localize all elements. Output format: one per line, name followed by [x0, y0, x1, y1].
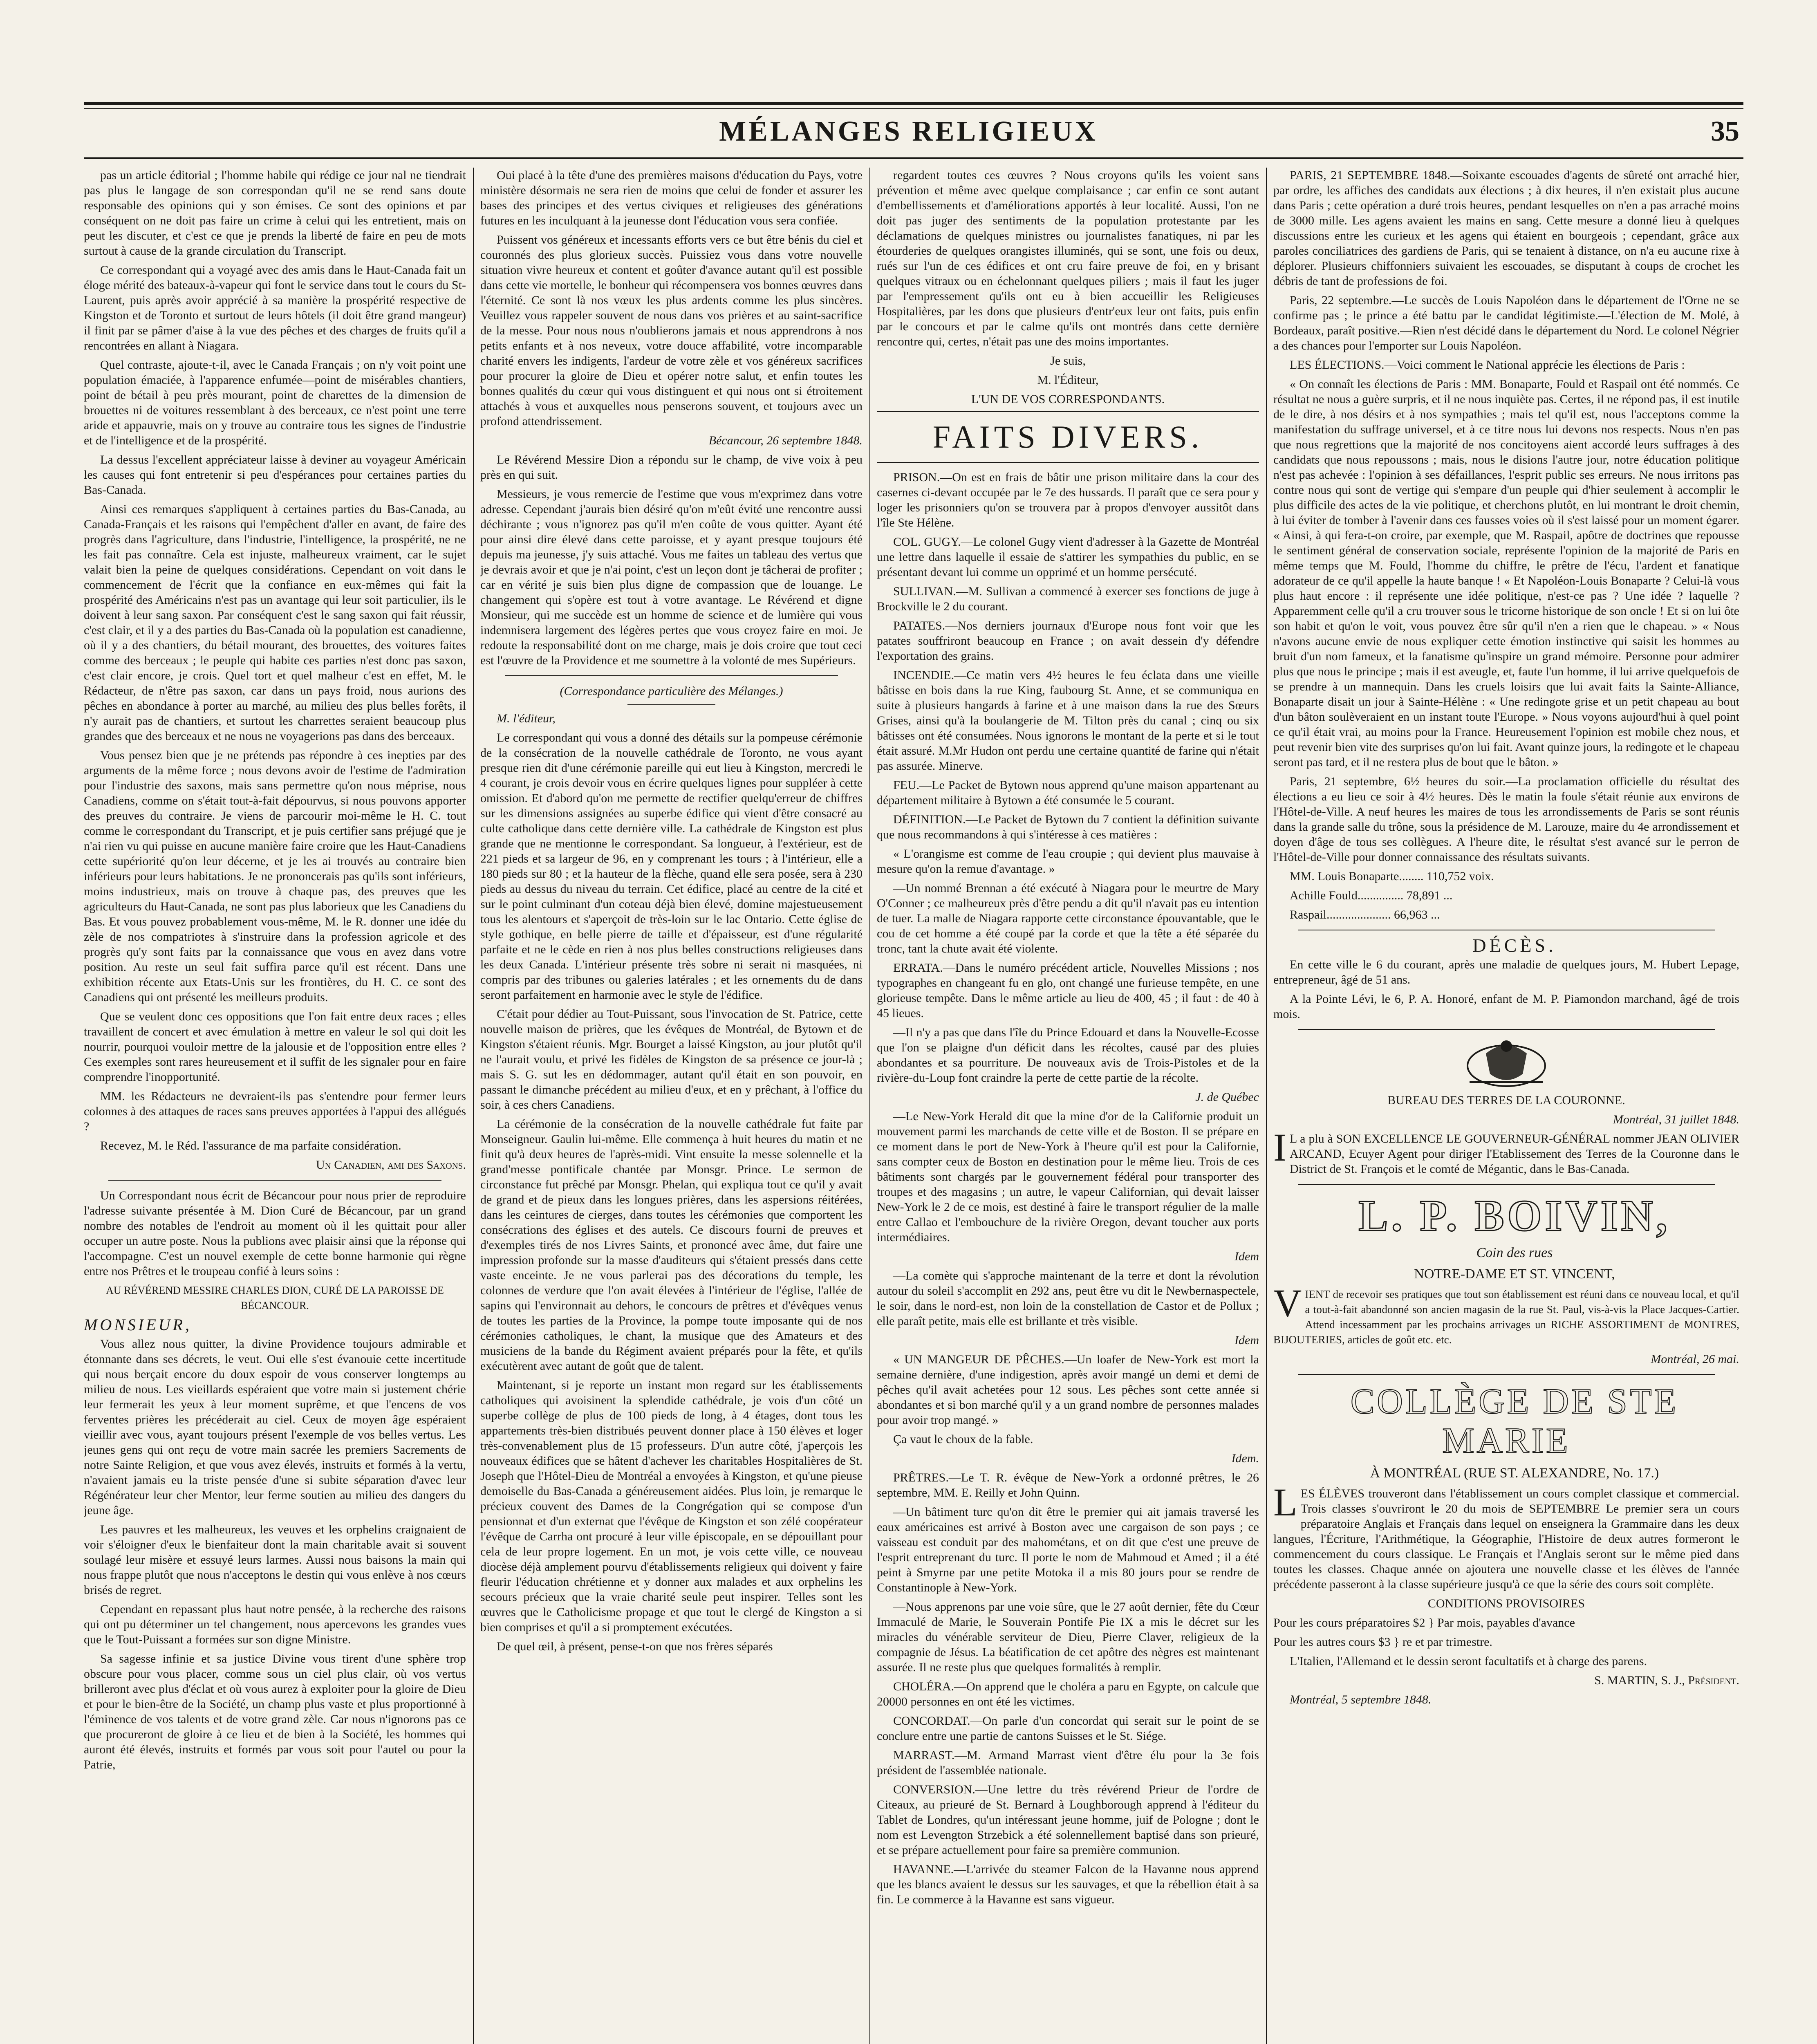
- letter-closing: M. l'Éditeur,: [1037, 373, 1099, 387]
- news-item: MARRAST.—M. Armand Marrast vient d'être élu pour la 3e fois président de l'assemblée nationale.: [877, 1748, 1259, 1777]
- article-paragraph: La cérémonie de la consécration de la nouvelle cathédrale fut faite par Monseigneur. Gaulin lui-même. Elle commença à huit heures du matin et ne finit qu'à deux heures de l'après-midi. Vint ensuite la messe solennelle et la grand'messe pontificale chantée par Monsgr. Prince. Le sermon de circonstance fut prêché par Monsgr. Phelan, qui expliqua tout ce qu'il y avait de grand et de pieux dans les longues prières, dans les aspersions réitérées, dans les ceintures de cierges, dans toutes les cérémonies que comportent les consécrations des églises et des autels. Ce discours fourni de preuves et d'exemples tirés de nos Livres Saints, et prononcé avec âme, dut faire une impression profonde sur la masse d'auditeurs qui s'étaient pressés dans cette vaste enceinte. Je ne vous parlerai pas des décorations du temple, les colonnes de verdure que l'on avait élevées à l'intérieur de l'église, l'allée de sapins qui l'environnait au dehors, le concours de prêtres et d'évêques venus de toutes les parties de la Province, la pompe toute imposante qui de nos cérémonies catholiques, le chant, la musique que des Amateurs et des musiciens de la bande du Régiment avaient préparés pour la fête, et qu'ils exécutèrent avec autant de goût que de talent.: [480, 1117, 863, 1373]
- article-paragraph: De quel œil, à présent, pense-t-on que nos frères séparés: [497, 1640, 773, 1653]
- column-divider: [1266, 168, 1267, 2044]
- short-separator: [627, 704, 715, 705]
- article-paragraph: Cependant en repassant plus haut notre pensée, à la recherche des raisons qui ont pu déterminer un tel changement, nous apercevons les grandes vues que le Tout-Puissant a formées sur son digne Ministre.: [84, 1602, 466, 1646]
- faits-divers-banner: [877, 411, 1259, 463]
- conditions-row: Pour les cours préparatoires $2 } Par mois, payables d'avance: [1273, 1616, 1575, 1629]
- news-item: PARIS, 21 SEPTEMBRE 1848.—Soixante escouades d'agents de sûreté ont arraché hier, par ordre, les affiches des candidats aux élections ; à dix heures, il n'en existait plus aucune dans Paris ; cette opération a duré trois heures, pendant lesquelles on n'en a pas arraché moins de 3000 mille. Les agens avaient les mains en sang. Cette mesure a donné lieu à quelques discussions entre les curieux et les agens qui étaient en bourgeois ; cependant, grâce aux paroles conciliatrices des gardiens de Paris, qui se tenaient à distance, on n'a eu aucune rixe à déplorer. Plusieurs chiffonniers suivaient les escouades, se disputant à coups de crochet les débris de tant de professions de foi.: [1273, 168, 1739, 288]
- dateline: Montréal, 5 septembre 1848.: [1290, 1693, 1432, 1706]
- article-paragraph: Un Correspondant nous écrit de Bécancour pour nous prier de reproduire l'adresse suivante présentée à M. Dion Curé de Bécancour, par un grand nombre des notables de l'endroit au moment où il les quittait pour aller occuper un autre poste. Nous la publions avec plaisir ainsi que la réponse qui l'accompagne. C'est un nouvel exemple de cette bonne harmonie qui règne entre nos Prêtres et le troupeau confié à leurs soins :: [84, 1189, 466, 1278]
- article-paragraph: Maintenant, si je reporte un instant mon regard sur les établissements catholiques qui avoisinent la splendide cathédrale, je vois d'un côté un superbe collège de plus de 100 pieds de long, à 4 étages, dont tous les appartements très-bien distribués peuvent donner place à 150 élèves et loger très-convenablement plus de 15 professeurs. D'un autre côté, j'aperçois les nouveaux édifices que se hâtent d'achever les charitables Hospitalières de St. Joseph que l'Hôtel-Dieu de Montréal a envoyées à Kingston, et qu'une pieuse demoiselle du Bas-Canada a généreusement aidées. Plus loin, je remarque le précieux couvent des Dames de la Congrégation qui se compose d'un pensionnat et d'un externat que l'évêque de Kingston et son zélé coopérateur l'évêque de Carrha ont procuré à leur ville épiscopale, en se dépouillant pour cela de leur propre logement. En un mot, je vois cette ville, ce nouveau diocèse déjà amplement pourvu d'établissements religieux qui doivent y faire fleurir l'éducation chrétienne et y donner aux malades et aux orphelins les secours précieux que la vraie charité seule peut inspirer. Telles sont les œuvres que le Catholicisme propage et que tout le clergé de Kingston a si bien comprises et qu'il a si promptement exécutées.: [480, 1378, 863, 1634]
- conditions-row: Pour les autres cours $3 } re et par trimestre.: [1273, 1635, 1492, 1649]
- news-item: INCENDIE.—Ce matin vers 4½ heures le feu éclata dans une vieille bâtisse en bois dans la rue King, faubourg St. Anne, et se communiqua en suite à plusieurs hangards à farine et à une maison dans la rue des Sœurs Grises, ainsi qu'à la boulangerie de M. Tilton près du canal ; cinq ou six bâtisses ont été consumées. Nous ignorons le montant de la perte et si le tout était assuré. M.Mr Hudon ont perdu une certaine quantité de farine qui n'était pas assurée. Minerve.: [877, 668, 1259, 773]
- election-result-row: Achille Fould............... 78,891 ...: [1290, 889, 1453, 902]
- article-paragraph: MM. les Rédacteurs ne devraient-ils pas s'entendre pour fermer leurs colonnes à des attaques de races sans preuves apportées à l'appui des allégués ?: [84, 1089, 466, 1133]
- article-paragraph: Le Révérend Messire Dion a répondu sur le champ, de vive voix à peu près en qui suit.: [480, 453, 863, 482]
- news-item: « On connaît les élections de Paris : MM. Bonaparte, Fould et Raspail ont été nommés. Ce résultat ne nous a guère surpris, et il ne nous inquiète pas. Certes, il ne répond pas, il est inutile de le dire, à nos désirs et à nos sympathies ; mais tel qu'il est, nous l'acceptons comme la manifestation du suffrage universel, et à ce titre nous lui devons nos respects. Nous n'en pas que nous regrettions que la majorité de nos concitoyens aient accordé leurs suffrages à des candidats que nous repoussons ; mais, nous le disions l'autre jour, notre éducation politique n'est pas achevée : l'opinion à ses défaillances, l'esprit public ses erreurs. Ne nous irritons pas contre nous qui sont de vertige qui s'empare d'un peuple qui d'hier seulement à accomplir le plus difficile des actes de la vie politique, et cherchons plutôt, en lui montrant le droit chemin, à lui éviter de tomber à l'avenir dans ces fausses voies où il s'est laissé pour un moment égarer. « Ainsi, à qui fera-t-on croire, par exemple, que M. Raspail, apôtre de doctrines que repousse le sentiment général de conservation sociale, représente l'opinion de la majorité de Paris en même temps que M. Fould, l'homme du chiffre, le prêtre de l'écu, l'ardent et fanatique adorateur de ce qu'il appelle la haute banque ! « Et Napoléon-Louis Bonaparte ? Celui-là vous plus haut encore : il représente une idée politique, n'est-ce pas ? Une idée ? laquelle ? Apparemment celle qu'il a cru trouver sous le tricorne historique de son oncle ! Et si on lui ôte son habit et qu'on le voit, vous pouvez être sûr qu'il n'en a rien que le chapeau. » « Nous n'avons aucune envie de nous expliquer cette émotion instinctive qui saisit les hommes au bruit d'un nom fameux, et la fanatisme qu'inspire un grand mémoire. Personne pour admirer plus que nous le principe ; mais il est aveugle, et, faute l'un homme, il lui arrive quelquefois de se prendre à un mannequin. Dans les cruels loisirs que lui avait faits la Sainte-Alliance, Bonaparte disait un jour à Sainte-Hélène : « Une redingote grise et un petit chapeau au bout d'un bâton soulèveraient en un instant toute l'Europe. » Nous voyons aujourd'hui à quel point ce qu'il était vrai, au moins pour la France. Heureusement l'opinion est mobile chez nous, et peut revenir bien vite des surprises qu'on lui fait. Avant quinze jours, la redingote et le chapeau seront pas tard, et il ne restera plus de bout que le bâton. »: [1273, 377, 1739, 769]
- dateline: Montréal, 31 juillet 1848.: [1613, 1113, 1739, 1126]
- news-item: —Le New-York Herald dit que la mine d'or de la Californie produit un mouvement parmi les marchands de cette ville et de Boston. Il se prépare en ce moment dans le port de New-York à l'heure qu'il est pour la Californie, sans compter ceux de Boston en destination pour le même lieu. Trois de ces bâtiments sont chargés par le gouvernement fédéral pour transporter des troupes et des magasins ; un autre, le vapeur Californian, qui devait laisser New-York le 2 de ce mois, est destiné à faire le transport régulier de la malle entre Callao et l'embouchure de la rivière Oregon, devant toucher aux ports intermédiaires.: [877, 1109, 1259, 1244]
- letter-signature: L'UN DE VOS CORRESPONDANTS.: [971, 392, 1165, 406]
- dateline: Montréal, 26 mai.: [1651, 1352, 1739, 1366]
- article-paragraph: Vous allez nous quitter, la divine Providence toujours admirable et étonnante dans ses décrets, le veut. Oui elle s'est évanouie cette incertitude qui nous berçait encore du doux espoir de vous conserver longtemps au milieu de nous. Les vieillards espéraient que votre main si justement chérie leur fermerait les yeux à leur moment suprême, et que l'encens de vos ferventes prières les précéderait au ciel. Ceux de moyen âge espéraient vieillir avec vous, ayant toujours présent l'exemple de vos belles vertus. Les jeunes gens qui ont reçu de votre main sacrée les premiers Sacrements de notre Sainte Religion, et que vous avez élevés, instruits et formés à la vertu, n'avaient jamais eu la triste pensée d'une si subite séparation d'avec leur Régénérateur leur cher Mentor, leur ferme soutien au milieu des dangers du jeune âge.: [84, 1337, 466, 1517]
- section-separator: [1298, 1374, 1715, 1375]
- salutation: M. l'éditeur,: [497, 712, 556, 725]
- article-paragraph: Ainsi ces remarques s'appliquent à certaines parties du Bas-Canada, au Canada-Français et les raisons qui l'empêchent d'aller en avant, de faire des progrès dans l'agriculture, dans l'industrie, l'intelligence, la prospérité, ne ne les fait pas connaître. Cela est injuste, malheureux vraiment, car le sujet valait bien la peine de quelques considérations. Cependant on voit dans le commencement de l'écrit que la confiance en eux-mêmes qui fait la prospérité des Américains n'est pas un avantage qui leur soit particulier, ils le doivent à leur sang saxon. Par conséquent c'est le sang saxon qui fait réussir, c'est clair, et il y a des parties du Bas-Canada où la population est canadienne, où il y a des chantiers, du bétail mourant, des brouettes, des voitures faites comme des berceaux ; le peuple qui habite ces parties n'est donc pas saxon, c'est clair encore, je crois. Quel tort et quel malheur c'est en effet, M. le Rédacteur, de n'être pas saxon, car dans un pays froid, nous aurions des pêches en abondance à porter au marché, au milieu des plus belles forêts, il n'y aurait pas de chantiers, et surtout les charrettes seraient beaucoup plus grandes que des berceaux et ne nous ne voyagerions pas dans des berceaux.: [84, 502, 466, 743]
- correspondence-heading: (Correspondance particulière des Mélanges.): [560, 684, 783, 698]
- royal-arms-icon: [1461, 1037, 1551, 1090]
- article-paragraph: Vous pensez bien que je ne prétends pas répondre à ces inepties par des arguments de la même force ; nous devons avoir de l'estime de l'admiration pour l'industrie des saxons, mais sans permettre qu'on nous méprise, nous Canadiens, comme on s'était tout-à-fait dépourvus, si nous pouvons apporter des preuves du contraire. Je viens de parcourir moi-même le H. C. tout comme le correspondant du Transcript, et je puis certifier sans préjugé que je n'ai rien vu qui puisse en aucune manière faire croire que les Haut-Canadiens cette supériorité qu'on leur décerne, et je les ai trouvés au contraire bien inférieurs pour leurs habitations. Je ne prononcerais pas qu'ils sont inférieurs, moins industrieux, mais on trouve à chaque pas, des preuves que les agriculteurs du Haut-Canada, ne sont pas plus laborieux que les Canadiens du Bas. Et vous pouvez probablement vous-même, M. le R. donner une idée du zèle de nos compatriotes à s'instruire dans la profession agricole et des progrès qu'y sont faits par la connaissance que vous en avez dans votre position. Au reste un seul fait suffira parce qu'il est récent. Dans une exhibition récente aux Etats-Unis sur les frontières, du H. C. ce sont des Canadiens qui ont présenté les meilleurs produits.: [84, 749, 466, 1004]
- news-source: Idem.: [1231, 1452, 1259, 1465]
- column-divider: [869, 168, 870, 2044]
- address-heading: AU RÉVÉREND MESSIRE CHARLES DION, CURÉ DE LA PAROISSE DE BÉCANCOUR.: [106, 1284, 444, 1311]
- article-paragraph: Les pauvres et les malheureux, les veuves et les orphelins craignaient de voir s'éloigner d'eux le bienfaiteur dont la main charitable avait si souvent soulagé leur misère et essuyé leurs larmes. Aussi nous baisons la main qui nous frappe plutôt que nous n'acceptons le destin qui vous enlève à nos cœurs brisés de regret.: [84, 1523, 466, 1597]
- news-item: —Il n'y a pas que dans l'île du Prince Edouard et dans la Nouvelle-Ecosse que l'on se plaigne d'un déficit dans les récoltes, causé par des pluies abondantes et sa pourriture. De nouveaux avis de Trois-Pistoles et de la rivière-du-Loup font craindre la perte de cette partie de la récolte.: [877, 1026, 1259, 1085]
- news-item: CONCORDAT.—On parle d'un concordat qui serait sur le point de se conclure entre une partie de cantons Suisses et le St. Siége.: [877, 1714, 1259, 1743]
- faits-divers-title: FAITS DIVERS.: [932, 419, 1203, 455]
- section-separator: [1298, 1029, 1715, 1030]
- news-item: ERRATA.—Dans le numéro précédent article, Nouvelles Missions ; nos typographes en changeant fu en glo, ont changé une furieuse tempête, en une glorieuse tempête. Dans le même article au lieu de 400, 45 ; il faut : de 40 à 45 lieues.: [877, 961, 1259, 1020]
- college-ad-signature: S. MARTIN, S. J., Président.: [1594, 1674, 1739, 1687]
- deces-title: DÉCÈS.: [1472, 935, 1557, 956]
- news-source: Idem: [1234, 1334, 1259, 1347]
- article-paragraph: Ce correspondant qui a voyagé avec des amis dans le Haut-Canada fait un éloge mérité des bateaux-à-vapeur qui font le service dans tout le cours du St-Laurent, puis après avoir apprécié à sa manière la prospérité respective de Kingston et de Toronto et surtout de leurs hôtels (il doit être grand mangeur) il finit par se pâmer d'aise à la vue des pêches et des charges de fruits qu'il a rencontrées en allant à Niagara.: [84, 263, 466, 352]
- news-item: —Un bâtiment turc qu'on dit être le premier qui ait jamais traversé les eaux américaines est arrivé à Boston avec une cargaison de son pays ; ce vaisseau est conduit par des mahométans, et on dit que c'est une preuve de l'esprit entreprenant du turc. Il porte le nom de Mahmoud et Amed ; il a été peint à Smyrne par une petite Motoka il a mis 80 jours pour se rendre de Constantinople à New-York.: [877, 1505, 1259, 1594]
- notice-item: IL a plu à SON EXCELLENCE LE GOUVERNEUR-GÉNÉRAL nommer JEAN OLIVIER ARCAND, Ecuyer Agent pour diriger l'Etablissement des Terres de la Couronne dans le District de St. François et le comté de Mégantic, dans le Bas-Canada.: [1273, 1125, 1739, 1176]
- conditions-title: CONDITIONS PROVISOIRES: [1427, 1597, 1585, 1610]
- news-item: FEU.—Le Packet de Bytown nous apprend qu'une maison appartenant au département militaire à Bytown a été consumée le 5 courant.: [877, 778, 1259, 807]
- boivin-ad-name: L. P. BOIVIN,: [1358, 1192, 1671, 1240]
- section-separator: [1298, 1184, 1715, 1185]
- article-paragraph: Sa sagesse infinie et sa justice Divine vous tirent d'une sphère trop obscure pour vous placer, comme sous un ciel plus clair, où vos vertus brilleront avec plus d'éclat et où vous aurez à exploiter pour la gloire de Dieu et pour le bien-être de la Société, un champ plus vaste et plus proportionné à l'éminence de vos talents et de votre grand zèle. Car nous n'ignorons pas ce que procureront de gloire à ce lieu et de bien à la Société, les hommes qui auront été élevés, instruits et formés par vous soit pour l'autel ou pour la Patrie,: [84, 1652, 466, 1771]
- boivin-ad-text: VIENT de recevoir ses pratiques que tout son établissement est réuni dans ce nouveau local, et qu'il a tout-à-fait abandonné son ancien magasin de la rue St. Paul, vis-à-vis la Place Jacques-Cartier. Attend incessamment par les prochains arrivages un RICHE ASSORTIMENT de MONTRES, BIJOUTERIES, articles de goût etc. etc.: [1273, 1281, 1739, 1346]
- column-4: [1273, 168, 1739, 2044]
- dateline: Bécancour, 26 septembre 1848.: [708, 434, 863, 447]
- header-top-rule: [84, 102, 1743, 105]
- article-paragraph: La dessus l'excellent appréciateur laisse à deviner au voyageur Américain les causes qui font entretenir si peu d'espérances pour certaines parties du Bas-Canada.: [84, 453, 466, 497]
- college-ad-text: LES ÉLÈVES trouveront dans l'établissement un cours complet classique et commercial. Trois classes s'ouvriront le 20 du mois de SEPTEMBRE Le premier sera un cours préparatoire Anglais et Français dans lequel on enseignera la Grammaire dans les deux langues, l'Écriture, l'Arithmétique, la Géographie, l'Histoire de deux autres formeront le commencement du cours classique. Le Français et l'Anglais seront sur le même pied dans toutes les classes. Chaque année on ajoutera une nouvelle classe et les élèves de l'année précédente passeront à la classe supérieure jusqu'à ce que la série des cours soit complète.: [1273, 1480, 1739, 1591]
- article-signature: Un Canadien, ami des Saxons.: [316, 1158, 466, 1172]
- news-item: —La comète qui s'approche maintenant de la terre et dont la révolution autour du soleil s'accomplit en 292 ans, peut être vu dit le Newbernaspectele, le soir, dans le nord-est, non loin de la constellation de Castor et de Pollux ; elle paraît petite, mais elle est brillante et très visible.: [877, 1269, 1259, 1328]
- news-item: PRÊTRES.—Le T. R. évêque de New-York a ordonné prêtres, le 26 septembre, MM. E. Reilly et John Quinn.: [877, 1471, 1259, 1499]
- article-paragraph: Le correspondant qui vous a donné des détails sur la pompeuse cérémonie de la consécration de la nouvelle cathédrale de Toronto, ne vous ayant presque rien dit d'une cérémonie pareille qui eut lieu à Kingston, mercredi le 4 courant, je crois devoir vous en écrire quelques lignes pour suppléer à cette omission. Et d'abord qu'on me permette de rectifier quelqu'erreur de chiffres sur les dimensions assignées au superbe édifice qui vient d'être consacré au culte catholique dans cette dernière ville. La cathédrale de Kingston est plus grande que ne mentionne le correspondant. Sa longueur, à l'extérieur, est de 221 pieds et sa largeur de 96, en y comprenant les tours ; à l'intérieur, elle a 180 pieds sur 80 ; et la hauteur de la flèche, quand elle sera posée, sera à 230 pieds au dessus du niveau du terrain. Cet édifice, placé au centre de la cité et sur le point culminant d'un coteau déjà bien élevé, domine majestueusement tous les alentours et s'aperçoit de très-loin sur le lac Ontario. Cette église de style gothique, en belle pierre de taille et d'épaisseur, est d'une régularité parfaite et ne le cède en rien à nos plus belles constructions religieuses dans les deux Canada. L'intérieur présente très sobre ni serait ni masquées, ni compris par des tribunes ou galeries latérales ; et les ornements du de dans seront parfaitement en harmonie avec le style de l'édifice.: [480, 731, 863, 1002]
- notice-item: En cette ville le 6 du courant, après une maladie de quelques jours, M. Hubert Lepage, entrepreneur, âgé de 51 ans.: [1273, 958, 1739, 986]
- boivin-ad-coin: Coin des rues: [1476, 1245, 1553, 1260]
- article-paragraph: regardent toutes ces œuvres ? Nous croyons qu'ils les voient sans prévention et même avec quelque complaisance ; car enfin ce sont autant d'embellissements et d'améliorations apportés à leur localité. Aussi, l'on ne doit pas juger des sentiments de la population protestante par les déclamations de quelques ministres ou journalistes fanatiques, ni par les étourderies de quelques orangistes illuminés, qui se sont, une fois ou deux, rués sur l'un de ces édifices et ont cru faire preuve de foi, en y brisant quelques vitraux ou en échelonnant quelques piliers ; mais il faut les juger par l'empressement qu'ils ont eu à bien accueillir les Religieuses Hospitalières, par les dons que plusieurs d'entr'eux leur ont faits, puis enfin par le concours et par le calme qu'ils ont montrés dans cette dernière rencontre qui, certes, n'était pas une des moins importantes.: [877, 168, 1259, 348]
- news-item: COL. GUGY.—Le colonel Gugy vient d'adresser à la Gazette de Montréal une lettre dans laquelle il essaie de s'attirer les sympathies du public, en se présentant devant lui comme un opprimé et un homme persécuté.: [877, 535, 1259, 579]
- column-divider: [473, 168, 474, 2044]
- news-item: « UN MANGEUR DE PÊCHES.—Un loafer de New-York est mort la semaine dernière, d'une indigestion, après avoir mangé un demi et demi de pêches qu'il avait achetées pour 12 sous. Les pêches sont cette année si abondantes et si bon marché qu'il y a un grand nombre de personnes malades pour avoir trop mangé. »: [877, 1353, 1259, 1427]
- letter-closing: Je suis,: [1050, 354, 1086, 368]
- article-paragraph: Que se veulent donc ces oppositions que l'on fait entre deux races ; elles travaillent de concert et avec émulation à mettre en valeur le sol qui doit les nourrir, pourquoi vouloir mettre de la jalousie et de l'opposition entre elles ? Ces exemples sont rares heureusement et il suffit de les signaler pour en faire comprendre l'inopportunité.: [84, 1010, 466, 1084]
- election-result-row: Raspail..................... 66,963 ...: [1290, 908, 1440, 921]
- bureau-heading: BUREAU DES TERRES DE LA COURONNE.: [1387, 1094, 1625, 1107]
- news-item: DÉFINITION.—Le Packet de Bytown du 7 contient la définition suivante que nous recommandons à qui s'intéresse à ces matières :: [877, 813, 1259, 841]
- news-item: Ça vaut le choux de la fable.: [893, 1432, 1033, 1446]
- news-source: J. de Québec: [1195, 1090, 1259, 1104]
- article-paragraph: Oui placé à la tête d'une des premières maisons d'éducation du Pays, votre ministère désormais ne sera rien de moins que celui de fonder et assurer les bases des principes et des vertus civiques et religieuses des générations futures en les inculquant à la jeunesse dont l'éducation vous sera confiée.: [480, 168, 863, 227]
- article-paragraph: Messieurs, je vous remercie de l'estime que vous m'exprimez dans votre adresse. Cependant j'aurais bien désiré qu'on m'eût évité une rencontre aussi déchirante ; vous n'ignorez pas qu'il m'en coûte de vous quitter. Ayant été pour ainsi dire élevé dans cette paroisse, et y ayant presque toujours été depuis ma jeunesse, j'y suis attaché. Vous me faites un tableau des vertus que je devrais avoir et que je n'ai point, c'est un leçon dont je tâcherai de profiter ; car en vérité je suis bien plus digne de compassion que de louange. Le changement qui s'opère est tout à votre avantage. Le Révérend et digne Monsieur, qui me succède est un homme de science et de lumière qui vous indemnisera largement des légères pertes que vous croyez faire en moi. Je redoute la responsabilité dont on me charge, mais je dois croire que tout ceci est l'œuvre de la Providence et me soumettre à la volonté de mes Supérieurs.: [480, 487, 863, 667]
- article-paragraph: pas un article éditorial ; l'homme habile qui rédige ce jour nal ne tiendrait pas plus le langage de son correspondan qu'il ne se rend sans doute responsable des opinions qui y son émises. Ce sont des opinions et par conséquent on ne doit pas faire un crime à celui qui les entretient, mais on peut les discuter, et c'est ce que je prends la liberté de faire en peu de mots surtout à cause de la grande circulation du Transcript.: [84, 168, 466, 258]
- news-item: HAVANNE.—L'arrivée du steamer Falcon de la Havanne nous apprend que les blancs avaient le dessus sur les sauvages, et que la rébellion était à sa fin. Le commerce à la Havanne est sans vigueur.: [877, 1862, 1259, 1906]
- column-1: [84, 168, 466, 2044]
- news-source: Idem: [1234, 1250, 1259, 1263]
- news-item: —Nous apprenons par une voie sûre, que le 27 août dernier, fête du Cœur Immaculé de Marie, le Souverain Pontife Pie IX a mis le décret sur les miracles du vénérable serviteur de Dieu, Pierre Claver, religieux de la compagnie de Jésus. La béatification de cet apôtre des nègres est maintenant assurée. Il ne reste plus que quelques formalités à remplir.: [877, 1600, 1259, 1674]
- header-bottom-rule: [84, 157, 1743, 159]
- news-item: SULLIVAN.—M. Sullivan a commencé à exercer ses fonctions de juge à Brockville le 2 du courant.: [877, 585, 1259, 613]
- page-number: 35: [1711, 116, 1739, 147]
- news-item: LES ÉLECTIONS.—Voici comment le National apprécie les élections de Paris :: [1290, 358, 1685, 372]
- college-ad-title: COLLÈGE DE STE MARIE: [1350, 1382, 1679, 1461]
- salutation: MONSIEUR,: [84, 1316, 192, 1334]
- column-3: [877, 168, 1259, 2044]
- column-2: [480, 168, 863, 2044]
- article-paragraph: Quel contraste, ajoute-t-il, avec le Canada Français ; on n'y voit point une population émaciée, à l'apparence enfumée—point de misérables chantiers, point de bétail à peu près mourant, point de charettes de la dimension de brouettes ni de voitures ressemblant à des berceaux, ce n'est point une terre aride et appauvrie, mais on y trouve au contraire tous les signes de l'industrie et de l'intelligence et de la prospérité.: [84, 358, 466, 447]
- news-item: Paris, 21 septembre, 6½ heures du soir.—La proclamation officielle du résultat des élections a eu lieu ce soir à 4½ heures. Dès le matin la foule s'était réunie aux environs de l'Hôtel-de-Ville. A neuf heures les maires de tous les arrondissements de Paris se sont réunis dans la grande salle du trône, sous la présidence de M. Larouze, maire du 4e arrondissement et doyen d'âge de tous ses collègues. A l'heure dite, le résultat s'est avancé sur le perron de l'Hôtel-de-Ville pour donner connaissance des résultats suivants.: [1273, 775, 1739, 864]
- news-item: —Un nommé Brennan a été exécuté à Niagara pour le meurtre de Mary O'Conner ; ce malheureux près d'être pendu a dit qu'il n'avait pas eu intention de tuer. La malle de Niagara rapporte cette circonstance épouvantable, que le cou de cet homme a été coupé par la corde et que la tête a été séparée du tronc, tant la chute avait été violente.: [877, 881, 1259, 955]
- page-title: MÉLANGES RELIGIEUX: [719, 116, 1098, 147]
- news-item: Paris, 22 septembre.—Le succès de Louis Napoléon dans le département de l'Orne ne se confirme pas ; le prince a été battu par le candidat légitimiste.—L'élection de M. Molé, à Bordeaux, paraît positive.—Rien n'est décidé dans le département du Nord. Le colonel Négrier a des chances pour l'emporter sur Louis Napoléon.: [1273, 294, 1739, 352]
- article-paragraph: Recevez, M. le Réd. l'assurance de ma parfaite considération.: [100, 1139, 401, 1152]
- news-item: PRISON.—On est en frais de bâtir une prison militaire dans la cour des casernes ci-devant occupée par le 7e des hussards. Il paraît que ce sera pour y loger les prisonniers qu'on se trouvera par à propos d'envoyer aussitôt dans l'île Ste Hélène.: [877, 471, 1259, 529]
- notice-item: A la Pointe Lévi, le 6, P. A. Honoré, enfant de M. P. Piamondon marchand, âgé de trois mois.: [1273, 992, 1739, 1021]
- college-ad-text: L'Italien, l'Allemand et le dessin seront facultatifs et à charge des parens.: [1290, 1654, 1647, 1668]
- college-ad-subtitle: À MONTRÉAL (RUE ST. ALEXANDRE, No. 17.): [1370, 1466, 1659, 1481]
- election-result-row: MM. Louis Bonaparte........ 110,752 voix.: [1290, 870, 1494, 883]
- news-item: « L'orangisme est comme de l'eau croupie ; qui devient plus mauvaise à mesure qu'on la remue d'avantage. »: [877, 847, 1259, 876]
- news-item: CONVERSION.—Une lettre du très révérend Prieur de l'ordre de Citeaux, au prieuré de St. Bernard à Loughborough apprend à l'éditeur du Tablet de Londres, qu'un intéressant jeune homme, juif de Pologne ; dont le nom est Levengton Strzebick a été solennellement baptisé dans son prieuré, et se prépare actuellement pour faire sa première communion.: [877, 1783, 1259, 1857]
- section-separator: [505, 675, 838, 676]
- boivin-ad-streets: NOTRE-DAME ET ST. VINCENT,: [1414, 1266, 1615, 1282]
- header-top-rule-thin: [84, 108, 1743, 109]
- section-separator: [108, 1180, 441, 1181]
- news-item: PATATES.—Nos derniers journaux d'Europe nous font voir que les patates souffriront beaucoup en France ; on avait dessein d'y défendre l'exportation des grains.: [877, 619, 1259, 663]
- article-paragraph: Puissent vos généreux et incessants efforts vers ce but être bénis du ciel et couronnés des plus glorieux succès. Puissiez vous dans votre nouvelle situation vivre heureux et content et goûter d'avance autant qu'il est possible dans cette vie mortelle, le bonheur qui récompensera vos bonnes œuvres dans l'éternité. Ce sont là nos vœux les plus ardents comme les plus sincères. Veuillez vous rappeler souvent de nous dans vos prières et au saint-sacrifice de la messe. Pour nous nous n'oublierons jamais et nous apprendrons à nos petits enfants et à nos neveux, votre douce affabilité, votre incomparable charité envers les indigents, l'ardeur de votre zèle et vos généreux sacrifices pour procurer la gloire de Dieu et opérer notre salut, et enfin toutes les bonnes qualités du cœur qui vous distinguent et qui nous ont si étroitement attachés à vous et auxquelles nous penserons souvent, et toujours avec un profond attendrissement.: [480, 233, 863, 428]
- news-item: CHOLÉRA.—On apprend que le choléra a paru en Egypte, on calcule que 20000 personnes en ont été les victimes.: [877, 1680, 1259, 1708]
- article-paragraph: C'était pour dédier au Tout-Puissant, sous l'invocation de St. Patrice, cette nouvelle maison de prières, que les évêques de Montréal, de Bytown et de Kingston s'étaient réunis. Mgr. Bourget a laissé Kingston, au jour plutôt qu'il ne l'aurait voulu, et privé les fidèles de Kingston de sa présence ce jour-là ; mais S. G. sut les en dédommager, autant qu'il était en son pouvoir, en passant le dimanche précédent au milieu d'eux, et en y prêchant, à l'office du soir, à ces chers Canadiens.: [480, 1007, 863, 1112]
